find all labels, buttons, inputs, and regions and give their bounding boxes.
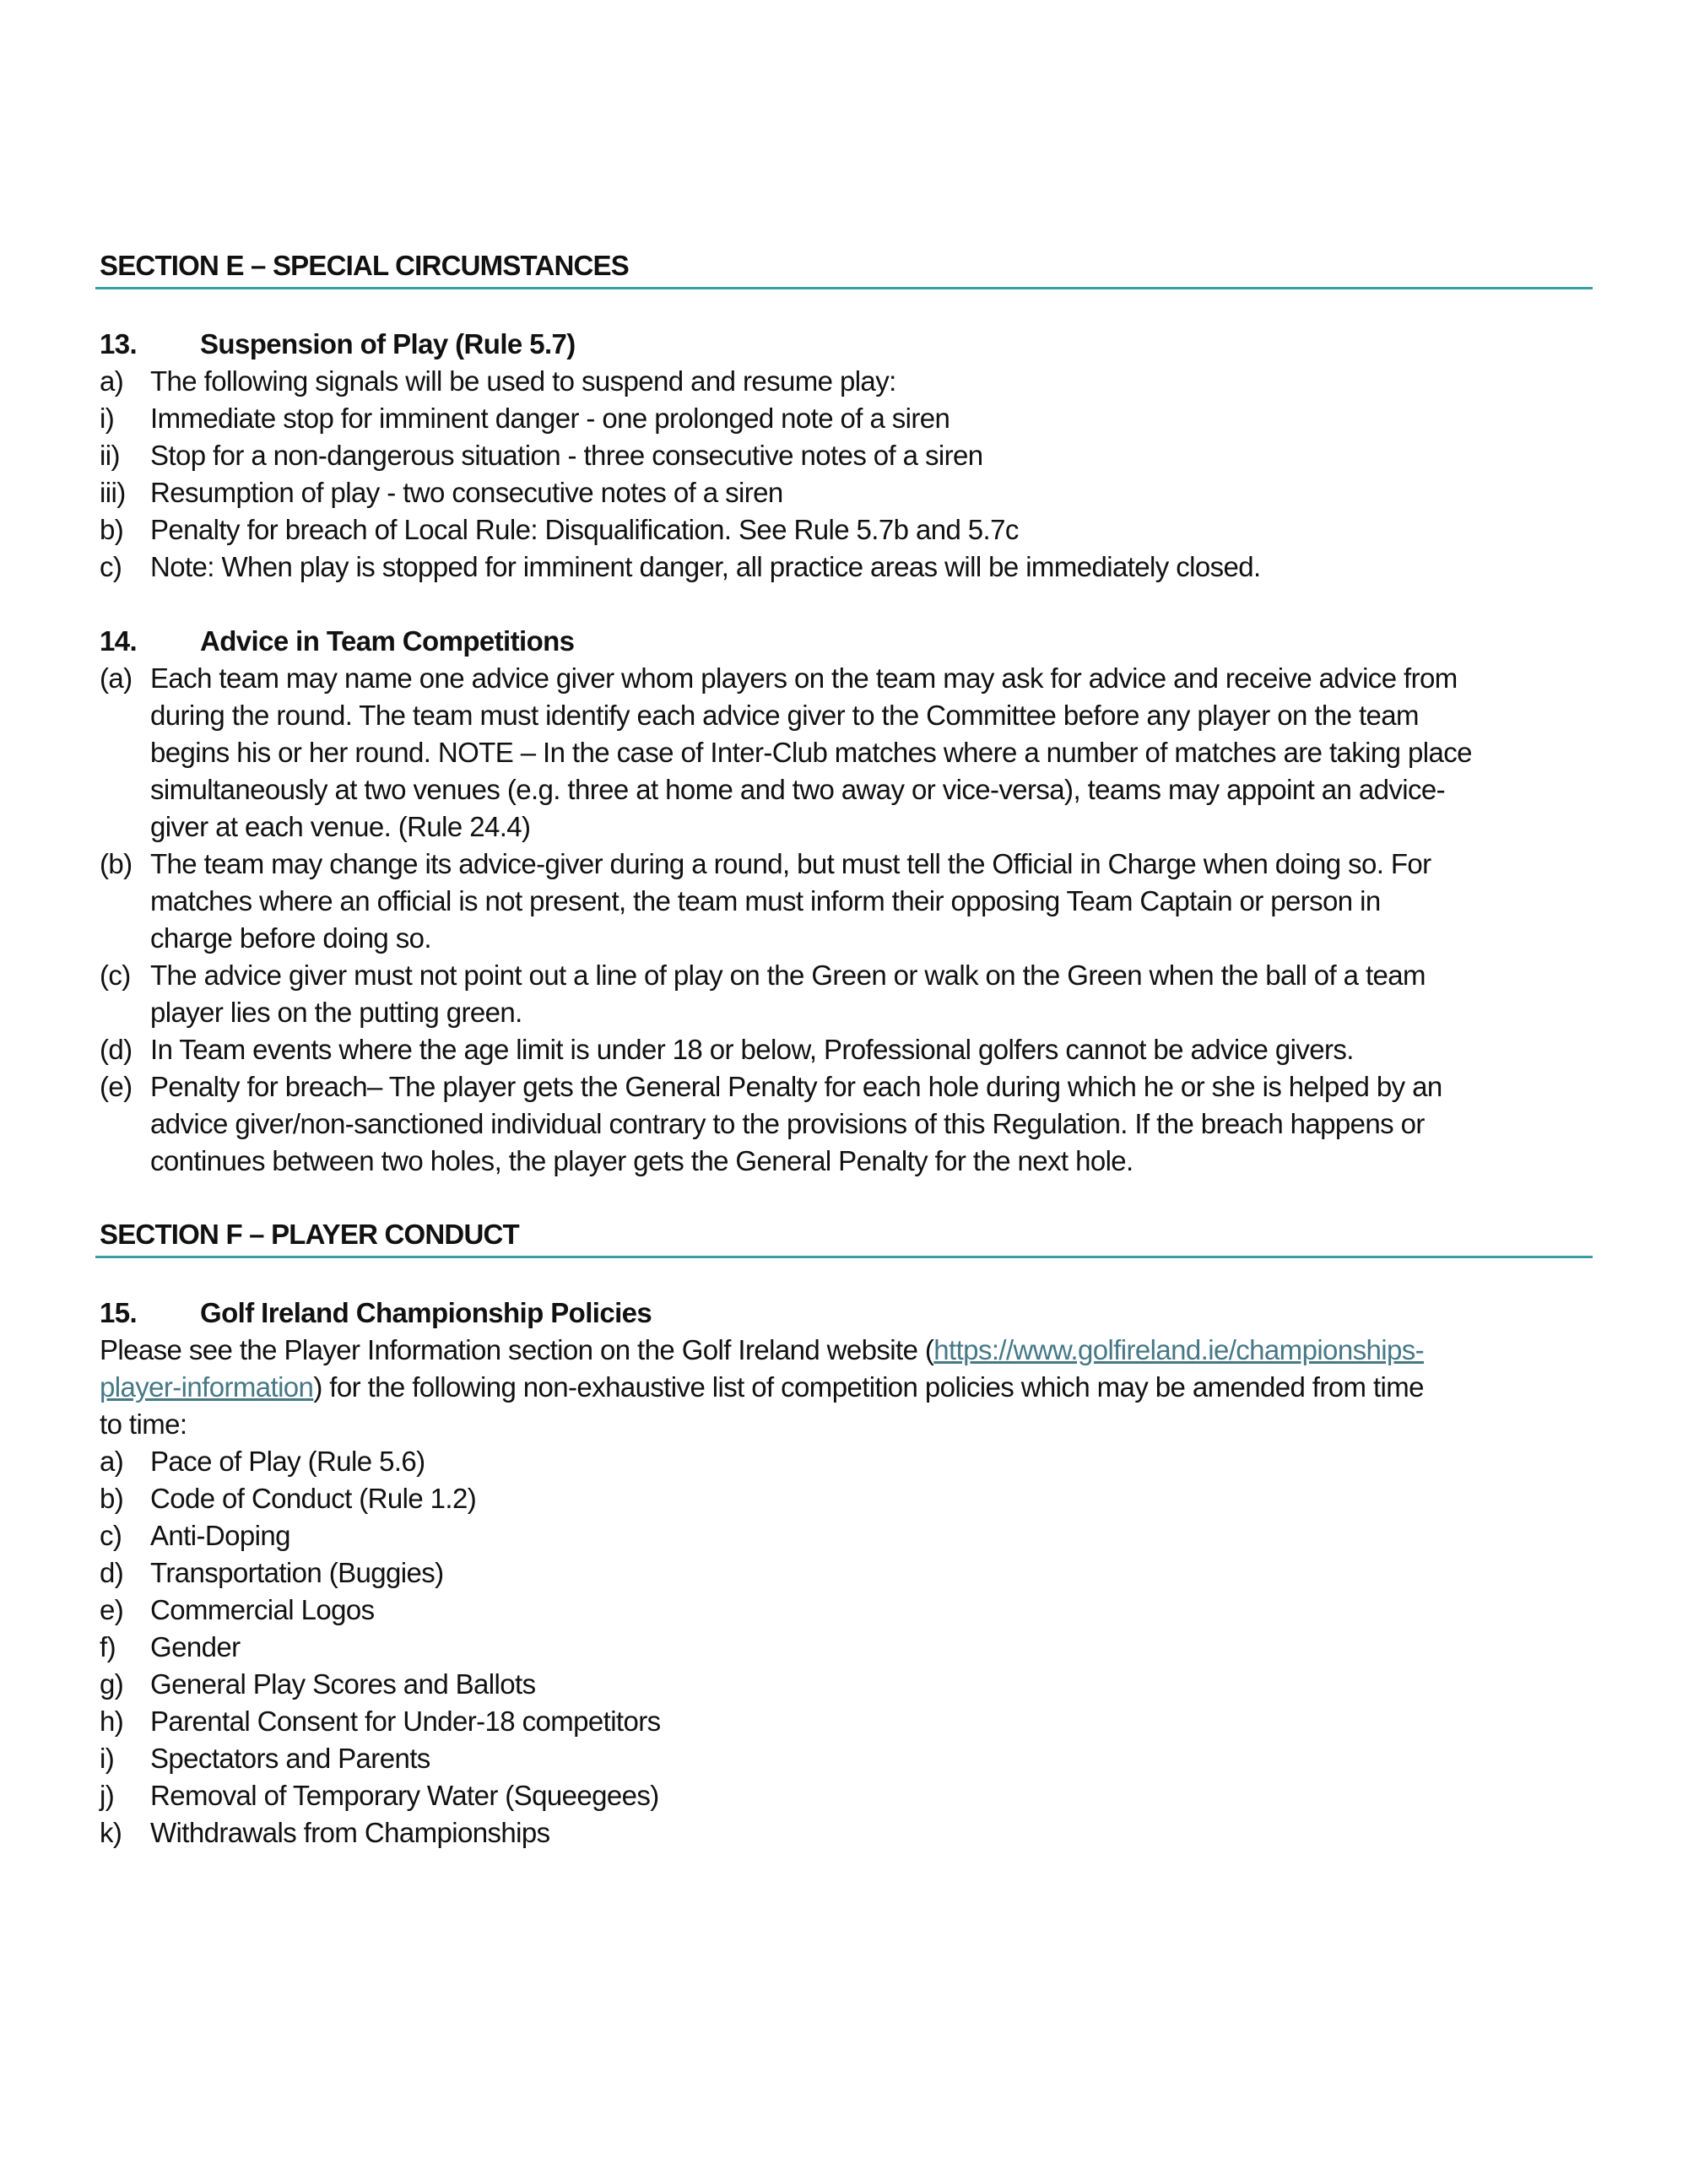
policy-item — [100, 1554, 444, 1592]
list-marker: (d) — [100, 1034, 133, 1065]
list-marker: h) — [100, 1706, 124, 1737]
list-item — [100, 1106, 1425, 1143]
list-marker: i) — [100, 1743, 115, 1774]
list-marker: c) — [100, 551, 122, 582]
list-marker: a) — [100, 365, 124, 397]
list-item — [100, 660, 1458, 697]
list-item — [100, 920, 431, 957]
list-item — [100, 734, 1472, 771]
list-item — [100, 883, 1381, 920]
item-13-heading — [100, 326, 576, 363]
list-item — [100, 994, 522, 1031]
section-f-divider — [95, 1256, 1593, 1258]
section-e-heading: SECTION E – SPECIAL CIRCUMSTANCES — [100, 250, 629, 281]
list-item — [100, 549, 1261, 586]
section-f-heading: SECTION F – PLAYER CONDUCT — [100, 1219, 519, 1250]
item-15-intro-line-2 — [100, 1369, 1424, 1406]
policy-item — [100, 1592, 375, 1629]
list-text: advice giver/non-sanctioned individual contrary to the provisions of this Regulation. If the breach happens or — [150, 1108, 1425, 1139]
list-text: Withdrawals from Championships — [150, 1817, 550, 1848]
list-text: Parental Consent for Under-18 competitors — [150, 1706, 661, 1737]
list-text: Penalty for breach of Local Rule: Disqualification. See Rule 5.7b and 5.7c — [150, 514, 1019, 545]
item-14-title: Advice in Team Competitions — [200, 625, 575, 657]
item-15-title: Golf Ireland Championship Policies — [200, 1297, 652, 1328]
list-item — [100, 511, 1019, 549]
item-15-intro-line-3: to time: — [100, 1408, 187, 1440]
item-13-number: 13. — [100, 328, 138, 359]
policy-item — [100, 1777, 659, 1814]
list-marker: j) — [100, 1780, 115, 1811]
list-text: simultaneously at two venues (e.g. three at home and two away or vice-versa), teams may appoint an advice- — [150, 774, 1446, 805]
list-text: begins his or her round. NOTE – In the case of Inter-Club matches where a number of matches are taking place — [150, 737, 1472, 768]
list-item — [100, 846, 1431, 883]
list-text: General Play Scores and Ballots — [150, 1668, 536, 1700]
policy-item — [100, 1814, 550, 1852]
policy-item — [100, 1480, 476, 1517]
list-text: Code of Conduct (Rule 1.2) — [150, 1483, 477, 1514]
list-text: Pace of Play (Rule 5.6) — [150, 1446, 425, 1477]
list-text: The advice giver must not point out a line of play on the Green or walk on the Green when the ball of a team — [150, 960, 1426, 991]
list-text: Spectators and Parents — [150, 1743, 430, 1774]
list-text: continues between two holes, the player gets the General Penalty for the next hole. — [150, 1145, 1133, 1176]
list-item — [100, 808, 530, 846]
list-item — [100, 400, 950, 437]
item-15-heading — [100, 1295, 652, 1332]
list-marker: iii) — [100, 477, 126, 508]
list-marker: ii) — [100, 440, 120, 471]
list-text: Each team may name one advice giver whom players on the team may ask for advice and receive advice from — [150, 662, 1458, 694]
list-marker: d) — [100, 1557, 124, 1588]
item-15-intro-line-1 — [100, 1332, 1424, 1369]
list-text: giver at each venue. (Rule 24.4) — [150, 811, 531, 842]
list-text: matches where an official is not present, the team must inform their opposing Team Captain or person in — [150, 885, 1381, 916]
list-text: Immediate stop for imminent danger - one prolonged note of a siren — [150, 403, 950, 434]
list-item — [100, 363, 896, 400]
policy-item — [100, 1517, 290, 1554]
item-15-number: 15. — [100, 1297, 138, 1328]
list-item — [100, 1068, 1442, 1106]
list-text: Gender — [150, 1631, 241, 1662]
list-text: charge before doing so. — [150, 922, 431, 954]
list-text: Stop for a non-dangerous situation - three consecutive notes of a siren — [150, 440, 983, 471]
list-text: Anti-Doping — [150, 1520, 290, 1551]
list-text: player lies on the putting green. — [150, 997, 522, 1028]
list-marker: e) — [100, 1594, 124, 1625]
policy-item — [100, 1629, 240, 1666]
list-marker: b) — [100, 1483, 124, 1514]
list-text: Removal of Temporary Water (Squeegees) — [150, 1780, 659, 1811]
intro-text-continued: ) for the following non-exhaustive list of competition policies which may be amended from time — [313, 1371, 1424, 1403]
list-item — [100, 771, 1445, 808]
list-text: Note: When play is stopped for imminent danger, all practice areas will be immediately closed. — [150, 551, 1261, 582]
policy-item — [100, 1666, 535, 1703]
list-marker: k) — [100, 1817, 122, 1848]
list-item — [100, 697, 1419, 734]
golf-ireland-link[interactable]: https://www.golfireland.ie/championships- — [933, 1334, 1424, 1365]
list-marker: c) — [100, 1520, 122, 1551]
policy-item — [100, 1740, 430, 1777]
list-text: Commercial Logos — [150, 1594, 375, 1625]
list-item — [100, 957, 1426, 994]
intro-text: Please see the Player Information section on the Golf Ireland website ( — [100, 1334, 934, 1365]
list-text: The following signals will be used to suspend and resume play: — [150, 365, 896, 397]
list-item — [100, 1143, 1133, 1180]
list-marker: f) — [100, 1631, 116, 1662]
list-item — [100, 474, 783, 511]
item-14-number: 14. — [100, 625, 138, 657]
list-marker: (a) — [100, 662, 133, 694]
list-marker: (b) — [100, 848, 133, 879]
list-text: In Team events where the age limit is under 18 or below, Professional golfers cannot be advice givers. — [150, 1034, 1354, 1065]
list-marker: (c) — [100, 960, 131, 991]
item-13-title: Suspension of Play (Rule 5.7) — [200, 328, 576, 359]
list-text: during the round. The team must identify each advice giver to the Committee before any player on the team — [150, 700, 1419, 731]
list-item — [100, 437, 983, 474]
list-marker: g) — [100, 1668, 124, 1700]
list-text: Penalty for breach– The player gets the General Penalty for each hole during which he or she is helped by an — [150, 1071, 1442, 1102]
list-marker: a) — [100, 1446, 124, 1477]
list-text: Resumption of play - two consecutive notes of a siren — [150, 477, 783, 508]
list-text: The team may change its advice-giver during a round, but must tell the Official in Charge when doing so. For — [150, 848, 1431, 879]
list-marker: (e) — [100, 1071, 133, 1102]
list-item — [100, 1031, 1354, 1068]
section-e-divider — [95, 287, 1593, 289]
list-text: Transportation (Buggies) — [150, 1557, 444, 1588]
golf-ireland-link-continued[interactable]: player-information — [100, 1371, 314, 1403]
list-marker: b) — [100, 514, 124, 545]
policy-item — [100, 1703, 661, 1740]
item-14-heading — [100, 623, 574, 660]
list-marker: i) — [100, 403, 115, 434]
policy-item — [100, 1443, 425, 1480]
